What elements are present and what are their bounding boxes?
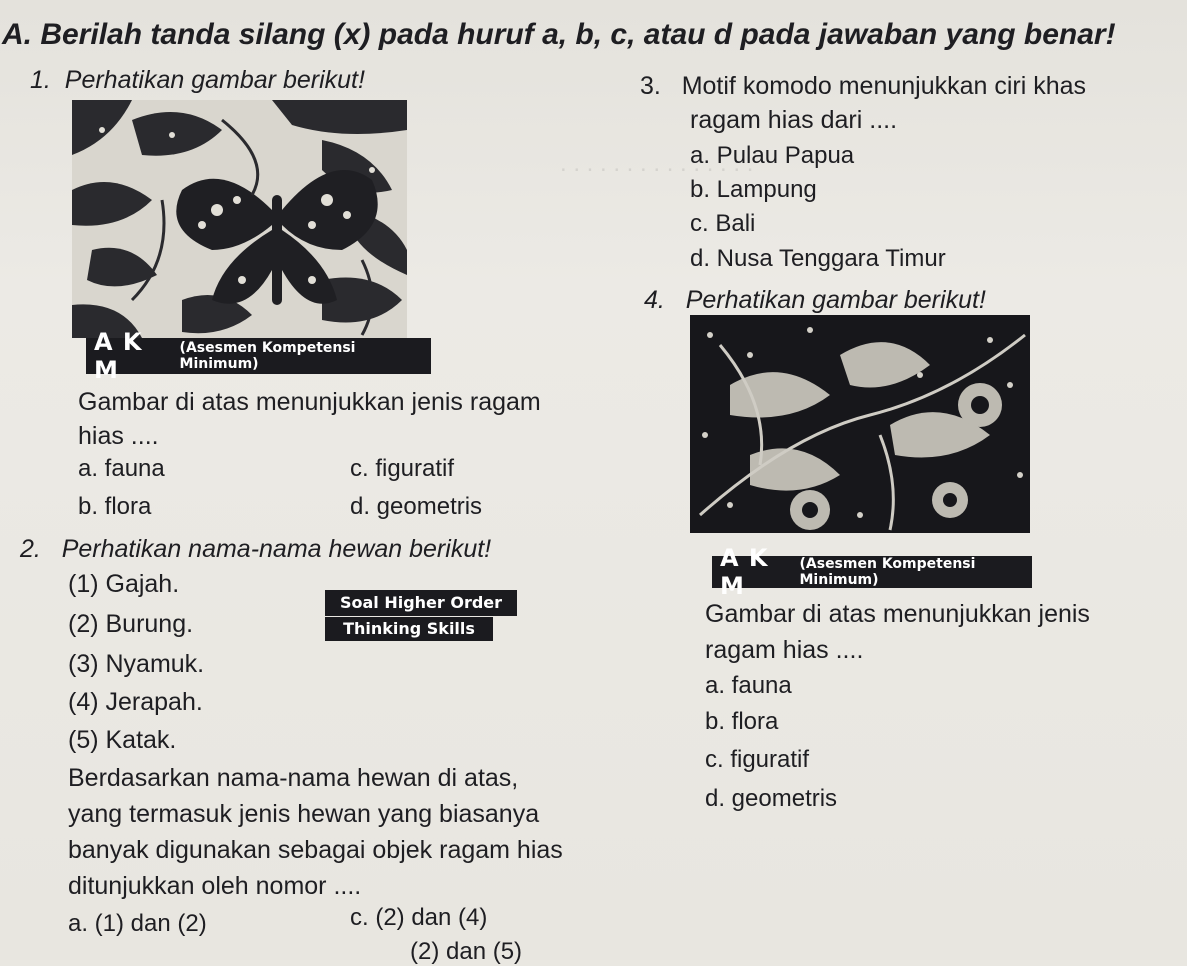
q4-akm-badge-big: A K M (720, 544, 769, 600)
q3-option-b[interactable]: b. Lampung (690, 176, 817, 203)
q4-stem-line1: Gambar di atas menunjukkan jenis (705, 600, 1090, 628)
q2-option-c[interactable]: c. (2) dan (4) (350, 904, 488, 931)
q3-number: 3. (640, 72, 661, 100)
q3-option-a[interactable]: a. Pulau Papua (690, 142, 855, 169)
q1-stem-line2: hias .... (78, 422, 159, 450)
q3-option-d[interactable]: d. Nusa Tenggara Timur (690, 245, 946, 272)
q3-header (640, 72, 1086, 101)
q4-number: 4. (644, 286, 665, 314)
q4-prompt: Perhatikan gambar berikut! (685, 286, 986, 314)
q2-animal-4: (4) Jerapah. (68, 688, 203, 716)
section-title: A. Berilah tanda silang (x) pada huruf a, b, c, atau d pada jawaban yang benar! (2, 18, 1116, 51)
q1-prompt: Perhatikan gambar berikut! (64, 66, 365, 94)
q2-stem-line3: banyak digunakan sebagai objek ragam hias (68, 836, 563, 864)
q2-stem-line1: Berdasarkan nama-nama hewan di atas, (68, 764, 519, 792)
q2-number: 2. (20, 535, 41, 563)
q1-number: 1. (30, 66, 51, 94)
q4-batik-image (690, 315, 1030, 533)
q3-option-c[interactable]: c. Bali (690, 210, 756, 237)
q2-hots-badge-line2: Thinking Skills (325, 617, 493, 641)
q2-option-d[interactable]: (2) dan (5) (410, 938, 523, 965)
q4-stem-line2: ragam hias .... (705, 636, 864, 664)
q2-header (20, 535, 491, 564)
q4-akm-badge (712, 544, 1032, 600)
q1-stem-line1: Gambar di atas menunjukkan jenis ragam (78, 388, 541, 416)
q1-batik-image (72, 100, 407, 338)
q1-option-a[interactable]: a. fauna (78, 455, 165, 482)
q4-header (644, 286, 986, 315)
q1-akm-badge-big: A K M (94, 328, 143, 384)
batik-butterfly-pattern (72, 100, 407, 338)
q2-animal-5: (5) Katak. (68, 726, 177, 754)
q3-stem-line1: Motif komodo menunjukkan ciri khas (681, 72, 1087, 100)
q1-akm-badge-small: (Asesmen Kompetensi Minimum) (179, 340, 356, 372)
q1-option-b[interactable]: b. flora (78, 493, 152, 520)
q4-akm-badge-small: (Asesmen Kompetensi Minimum) (799, 556, 976, 588)
q4-option-a[interactable]: a. fauna (705, 672, 792, 699)
q2-animal-2: (2) Burung. (68, 610, 194, 638)
q1-akm-badge (86, 328, 431, 384)
show-through-text: . . . . . . . . . . . . . . . (560, 150, 754, 177)
q1-option-c[interactable]: c. figuratif (350, 455, 455, 482)
q1-header (30, 66, 365, 95)
q2-stem-line4: ditunjukkan oleh nomor .... (68, 872, 362, 900)
q4-option-d[interactable]: d. geometris (705, 785, 838, 812)
q2-prompt: Perhatikan nama-nama hewan berikut! (61, 535, 492, 563)
batik-floral-pattern (690, 315, 1030, 533)
q2-stem-line2: yang termasuk jenis hewan yang biasanya (68, 800, 540, 828)
q4-option-b[interactable]: b. flora (705, 708, 779, 735)
q2-option-a[interactable]: a. (1) dan (2) (68, 910, 207, 937)
q4-option-c[interactable]: c. figuratif (705, 746, 810, 773)
q3-stem-line2: ragam hias dari .... (690, 106, 898, 134)
q2-animal-3: (3) Nyamuk. (68, 650, 205, 678)
q1-option-d[interactable]: d. geometris (350, 493, 483, 520)
q2-animal-1: (1) Gajah. (68, 570, 180, 598)
q2-hots-badge-line1: Soal Higher Order (325, 590, 517, 616)
